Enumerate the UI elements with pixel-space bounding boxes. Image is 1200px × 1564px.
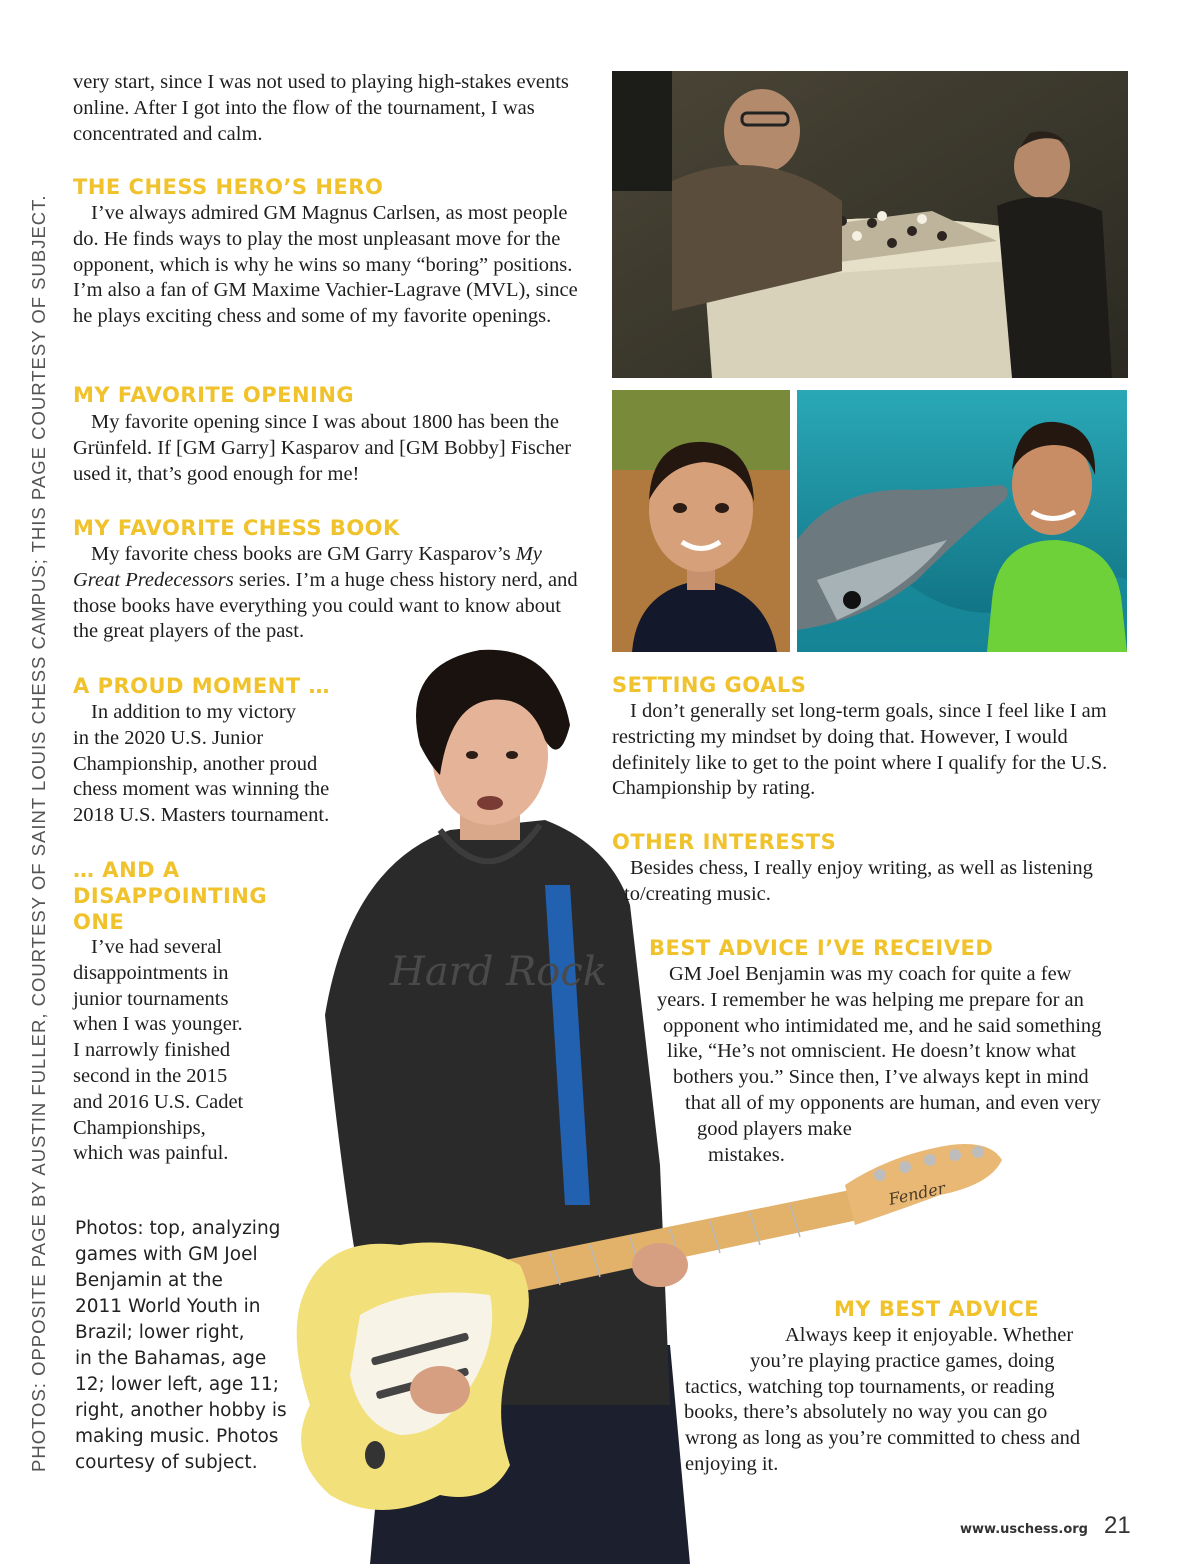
photo-dolphin-bahamas (797, 390, 1127, 652)
photo-portrait-age-11 (612, 390, 790, 652)
proud-line: 2018 U.S. Masters tournament. (73, 804, 330, 827)
proud-line: Championship, another proud (73, 752, 318, 775)
best-advice-line: tactics, watching top tournaments, or reading (685, 1375, 1055, 1398)
proud-line: In addition to my victory (91, 701, 296, 723)
best-advice-line: books, there’s absolutely no way you can go (684, 1401, 1048, 1424)
caption-line: in the Bahamas, age (75, 1348, 267, 1369)
guitar-brand-text: Fender (886, 1178, 947, 1209)
heading-my-best-advice: MY BEST ADVICE (834, 1297, 1040, 1321)
opening-paragraph: My favorite opening since I was about 1800 has been the Grünfeld. If [GM Garry] Kasparov and [GM Bobby] Fischer used it, that’s good enough for me! (73, 411, 572, 485)
page-number: 21 (1104, 1512, 1131, 1539)
best-advice-line: you’re playing practice games, doing (750, 1349, 1055, 1372)
photo-credit-sidebar: PHOTOS: OPPOSITE PAGE BY AUSTIN FULLER, COURTESY OF SAINT LOUIS CHESS CAMPUS; THIS PAGE COURTESY OF SUBJECT. (28, 194, 49, 1472)
book-text-before: My favorite chess books are GM Garry Kasparov’s (91, 543, 516, 565)
best-advice-paragraph (684, 1323, 1080, 1478)
caption-line: courtesy of subject. (75, 1452, 258, 1473)
book-paragraph (73, 542, 588, 645)
disappointing-line: and 2016 U.S. Cadet (73, 1090, 244, 1113)
interests-line: to/creating music. (624, 882, 771, 905)
interests-paragraph (612, 856, 1093, 908)
disappointing-line: junior tournaments (73, 987, 229, 1010)
disappointing-line: Championships, (73, 1116, 206, 1139)
footer-url: www.uschess.org (960, 1522, 1088, 1537)
advice-line: like, “He’s not omniscient. He doesn’t know what (667, 1040, 1076, 1063)
caption-line: right, another hobby is (75, 1400, 287, 1421)
intro-paragraph: very start, since I was not used to playing high-stakes events online. After I got into the flow of the tournament, I was concentrated and calm. (73, 71, 569, 145)
caption-line: 2011 World Youth in (75, 1296, 261, 1317)
disappointing-line: which was painful. (73, 1142, 229, 1165)
proud-line: chess moment was winning the (73, 778, 330, 801)
advice-line: bothers you.” Since then, I’ve always kept in mind (673, 1066, 1089, 1089)
book-text-after: series. I’m a huge chess history nerd, and those books have everything you could want to know about the great players of the past. (73, 568, 578, 643)
advice-line: opponent who intimidated me, and he said something (663, 1014, 1102, 1037)
best-advice-line: Always keep it enjoyable. Whether (785, 1324, 1074, 1346)
caption-line: Benjamin at the (75, 1270, 223, 1291)
heading-line: … AND A (73, 858, 180, 882)
heading-line: ONE (73, 910, 125, 934)
disappointing-paragraph (73, 935, 243, 1167)
heading-setting-goals: SETTING GOALS (612, 673, 807, 697)
advice-line: GM Joel Benjamin was my coach for quite a few (669, 963, 1072, 985)
caption-line: Photos: top, analyzing (75, 1218, 281, 1239)
goals-paragraph: I don’t generally set long-term goals, since I feel like I am restricting my mindset by doing that. However, I would definitely like to get to the point where I qualify for the U.S. Championship by rating. (612, 700, 1108, 800)
proud-line: in the 2020 U.S. Junior (73, 726, 264, 749)
chess-analysis-image (612, 71, 1128, 378)
hero-paragraph: I’ve always admired GM Magnus Carlsen, as most people do. He finds ways to play the most unpleasant move for the opponent, which is why he wins so many “boring” positions. I’m also a fan of GM Maxime Vachier-Lagrave (MVL), since he plays exciting chess and some of my favorite openings. (73, 202, 578, 328)
photo-chess-analysis (612, 71, 1128, 378)
heading-proud-moment: A PROUD MOMENT … (73, 674, 330, 698)
heading-disappointing (73, 857, 267, 935)
advice-line: years. I remember he was helping me prepare for an (657, 988, 1084, 1011)
disappointing-line: disappointments in (73, 961, 229, 984)
book-title: My Great Predecessors (73, 543, 542, 591)
caption-line: making music. Photos (75, 1426, 279, 1447)
heading-line: DISAPPOINTING (73, 884, 268, 908)
heading-other-interests: OTHER INTERESTS (612, 830, 837, 854)
heading-favorite-book: MY FAVORITE CHESS BOOK (73, 516, 400, 540)
caption-line: 12; lower left, age 11; (75, 1374, 279, 1395)
interests-line: Besides chess, I really enjoy writing, as well as listening (630, 857, 1093, 879)
disappointing-line: when I was younger. (73, 1013, 243, 1036)
heading-chess-hero: THE CHESS HERO’S HERO (73, 175, 384, 199)
photo-caption (75, 1216, 305, 1476)
caption-line: games with GM Joel (75, 1244, 258, 1265)
disappointing-line: second in the 2015 (73, 1064, 228, 1087)
caption-line: Brazil; lower right, (75, 1322, 245, 1343)
best-advice-line: enjoying it. (685, 1452, 779, 1475)
advice-line: that all of my opponents are human, and even very (685, 1091, 1101, 1114)
advice-line: mistakes. (708, 1143, 785, 1166)
best-advice-line: wrong as long as you’re committed to chess and (685, 1427, 1081, 1450)
advice-line: good players make (697, 1117, 852, 1140)
advice-received-paragraph (612, 962, 1101, 1168)
heading-best-advice-received: BEST ADVICE I’VE RECEIVED (649, 936, 994, 960)
disappointing-line: I narrowly finished (73, 1039, 231, 1062)
disappointing-line: I’ve had several (91, 936, 222, 958)
dolphin-image (797, 390, 1127, 652)
heading-favorite-opening: MY FAVORITE OPENING (73, 383, 355, 407)
portrait-image (612, 390, 790, 652)
shirt-logo-text: Hard Rock (390, 949, 608, 995)
